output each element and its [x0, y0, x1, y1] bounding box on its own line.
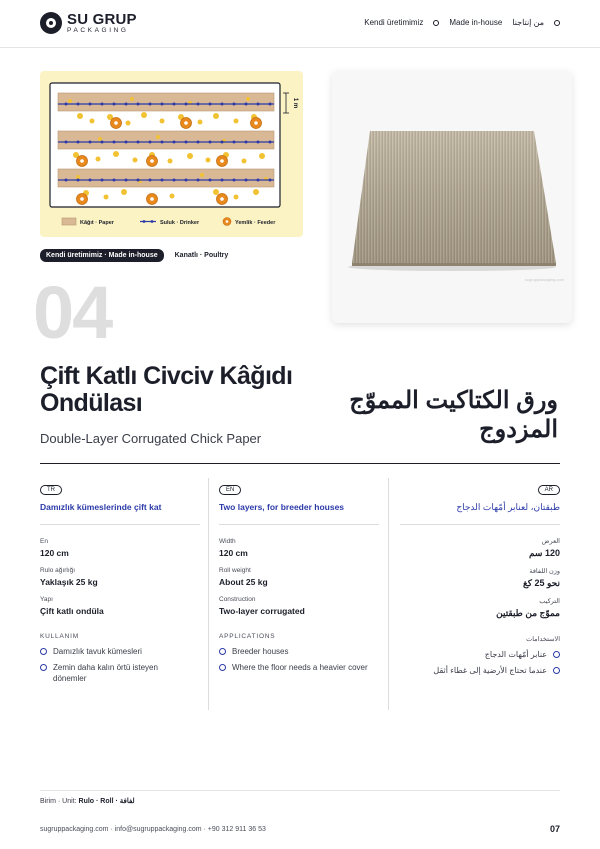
scale-indicator — [283, 93, 289, 113]
circle-bullet-icon — [219, 648, 226, 655]
diagram-svg — [40, 71, 303, 237]
column-divider — [400, 524, 560, 525]
column-divider — [219, 524, 379, 525]
spec-construction — [40, 596, 200, 617]
use-text: Breeder houses — [232, 647, 289, 656]
headline-ar: طبقتان، لعنابر أمّهات الدجاج — [456, 502, 560, 512]
spec-value: Çift katlı ondüla — [40, 606, 104, 616]
paper-strips — [58, 93, 274, 187]
circle-bullet-icon — [40, 648, 47, 655]
brand-logo[interactable] — [40, 12, 137, 35]
spec-roll-weight — [40, 567, 200, 588]
category-badge: Kanatlı · Poultry — [174, 252, 229, 259]
list-item — [40, 662, 200, 684]
category-badges — [40, 249, 228, 262]
column-separator — [208, 478, 209, 710]
lang-pill-en: EN — [219, 485, 241, 495]
footer-contact[interactable]: sugruppackaging.com · info@sugruppackaging.com · +90 312 911 36 53 — [40, 826, 266, 833]
spec-construction — [219, 596, 379, 617]
column-separator — [388, 478, 389, 710]
column-en — [219, 478, 379, 678]
product-number: 04 — [33, 271, 112, 354]
lang-pill-ar: AR — [538, 485, 560, 495]
house-layout-diagram — [40, 71, 303, 237]
spec-label: وزن اللفافة — [529, 568, 560, 575]
unit-label: Birim · Unit: — [40, 798, 77, 805]
spec-label: Width — [219, 538, 236, 545]
product-photo-card — [332, 71, 572, 323]
spec-label: En — [40, 538, 48, 545]
list-item — [400, 649, 560, 660]
spec-width — [40, 538, 200, 559]
list-item — [40, 646, 200, 657]
page-number: 07 — [549, 824, 560, 834]
circle-bullet-icon — [40, 664, 47, 671]
spec-label: التركيب — [539, 598, 560, 605]
list-item — [219, 646, 379, 657]
spec-value: 120 cm — [219, 548, 248, 558]
made-in-house-badge: Kendi üretimimiz · Made in-house — [40, 249, 164, 262]
page-header — [0, 0, 600, 48]
use-text: Damızlık tavuk kümesleri — [53, 647, 142, 656]
paper-strip — [58, 131, 274, 149]
list-item — [400, 665, 560, 676]
language-nav — [364, 18, 560, 27]
legend-feeder: Yemlik · Feeder — [235, 220, 276, 226]
nav-item-tr: Kendi üretimimiz — [364, 18, 424, 27]
spec-value: مموّج من طبقتين — [496, 608, 560, 618]
photo-watermark: sugruppackaging.com — [524, 277, 564, 282]
section-divider — [40, 463, 560, 464]
use-text: Where the floor needs a heavier cover — [232, 663, 368, 672]
spec-value: About 25 kg — [219, 577, 268, 587]
legend-paper: Kâğıt · Paper — [80, 220, 114, 226]
lang-pill-tr: TR — [40, 485, 62, 495]
product-title-en: Double-Layer Corrugated Chick Paper — [40, 431, 262, 446]
spec-value: Two-layer corrugated — [219, 606, 305, 616]
unit-value: Rulo · Roll · لفافة — [78, 798, 135, 805]
headline-en: Two layers, for breeder houses — [219, 502, 345, 512]
spec-value: 120 سم — [528, 548, 560, 558]
product-title-ar: ورق الكتاكيت المموّج المزدوج — [349, 387, 558, 443]
diagram-legend — [62, 218, 276, 227]
spec-label: Yapı — [40, 596, 53, 603]
column-divider — [40, 524, 200, 525]
headline-tr: Damızlık kümeslerinde çift kat — [40, 502, 162, 512]
column-ar — [400, 478, 560, 681]
spec-value: Yaklaşık 25 kg — [40, 577, 98, 587]
use-text: عندما تحتاج الأرضية إلى غطاء أثقل — [433, 666, 547, 675]
paper-strip — [58, 169, 274, 187]
use-text: Zemin daha kalın örtü isteyen dönemler — [53, 663, 158, 683]
spec-roll-weight — [219, 567, 379, 588]
brand-subtitle: PACKAGING — [67, 27, 129, 34]
footer-divider — [40, 790, 560, 791]
uses-label-en: APPLICATIONS — [219, 633, 276, 640]
circle-end-icon — [554, 20, 560, 26]
spec-label: Rulo ağırlığı — [40, 567, 76, 574]
brand-name: SU GRUP — [67, 11, 137, 28]
spec-width — [219, 538, 379, 559]
column-tr — [40, 478, 200, 689]
circle-bullet-icon — [553, 651, 560, 658]
circle-separator-icon — [433, 20, 439, 26]
logo-icon — [40, 12, 62, 34]
spec-label: العرض — [541, 538, 560, 545]
paper-strip — [58, 93, 274, 111]
circle-bullet-icon — [553, 667, 560, 674]
nav-item-ar: من إنتاجنا — [512, 18, 544, 27]
legend-drinker: Suluk · Drinker — [160, 220, 200, 226]
spec-label: Construction — [219, 596, 256, 603]
spec-label: Roll weight — [219, 567, 251, 574]
spec-construction — [400, 598, 560, 619]
uses-label-tr: KULLANIM — [40, 633, 79, 640]
circle-bullet-icon — [219, 664, 226, 671]
corrugated-paper-image — [332, 71, 572, 323]
spec-value: 120 cm — [40, 548, 69, 558]
use-text: عنابر أمّهات الدجاج — [484, 650, 547, 659]
list-item — [219, 662, 379, 673]
scale-label: 1 m — [292, 97, 298, 109]
spec-value: نحو 25 كغ — [522, 578, 560, 588]
paper-swatch-icon — [62, 218, 76, 225]
spec-roll-weight — [400, 568, 560, 589]
nav-item-en: Made in-house — [449, 18, 503, 27]
product-title-tr: Çift Katlı Civciv Kâğıdı Ondülası — [40, 362, 293, 417]
unit-info — [40, 797, 135, 805]
uses-label-ar: الاستخدامات — [526, 636, 560, 643]
spec-width — [400, 538, 560, 559]
